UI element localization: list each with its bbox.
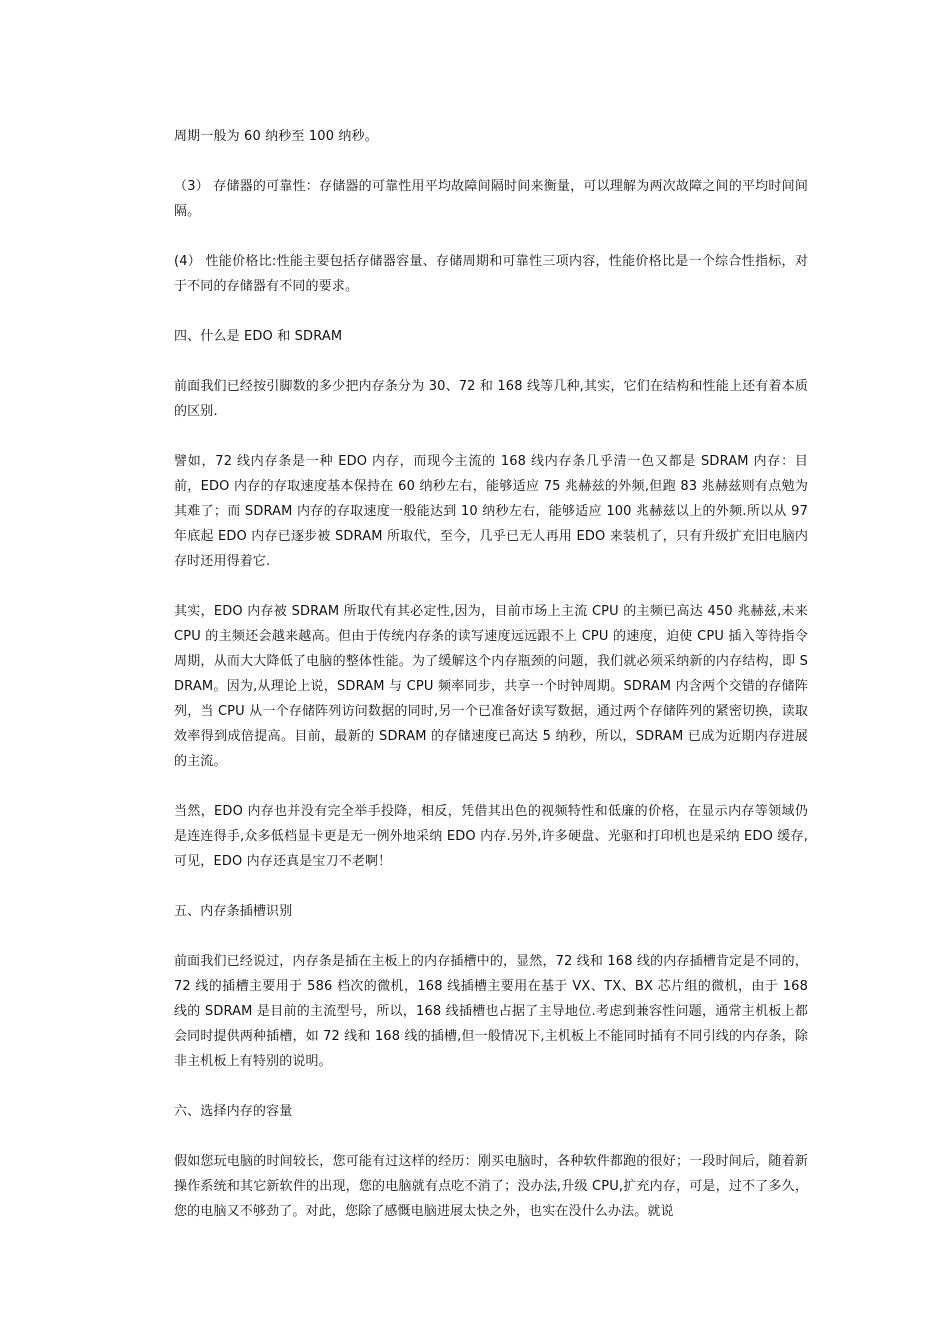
paragraph-memory-slots: 前面我们已经说过，内存条是插在主板上的内存插槽中的，显然，72 线和 168 线的内存插槽肯定是不同的，72 线的插槽主要用于 586 档次的微机，168 线插槽主要用在基于 VX、TX、BX 芯片组的微机，由于 168 线的 SDRAM 是目前的主流型号，所以，168 线插槽也占据了主导地位.考虑到兼容性问题，通常主机板上都会同时提供两种插槽，如 72 线和 168 线的插槽,但一般情况下,主机板上不能同时插有不同引线的内存条，除非主机板上有特别的说明。 (174, 954, 808, 1069)
section-heading-slot-identification: 五、内存条插槽识别 (174, 904, 293, 919)
paragraph-price-performance: (4） 性能价格比:性能主要包括存储器容量、存储周期和可靠性三项内容，性能价格比是一个综合性指标，对于不同的存储器有不同的要求。 (174, 254, 808, 294)
paragraph-edo-vs-sdram: 譬如，72 线内存条是一种 EDO 内存，而现今主流的 168 线内存条几乎清一色又都是 SDRAM 内存：目前，EDO 内存的存取速度基本保持在 60 纳秒左右，能够适应 75 兆赫兹的外频,但跑 83 兆赫兹则有点勉为其难了；而 SDRAM 内存的存取速度一般能达到 10 纳秒左右，能够适应 100 兆赫兹以上的外频.所以从 97 年底起 EDO 内存已逐步被 SDRAM 所取代，至今，几乎已无人再用 EDO 来装机了，只有升级扩充旧电脑内存时还用得着它. (174, 454, 808, 569)
section-heading-memory-capacity: 六、选择内存的容量 (174, 1104, 293, 1119)
paragraph-capacity-experience: 假如您玩电脑的时间较长，您可能有过这样的经历：刚买电脑时，各种软件都跑的很好；一段时间后，随着新操作系统和其它新软件的出现，您的电脑就有点吃不消了；没办法,升级 CPU,扩充内存，可是，过不了多久，您的电脑又不够劲了。对此，您除了感慨电脑进展太快之外，也实在没什么办法。就说 (174, 1154, 808, 1219)
paragraph-pin-count: 前面我们已经按引脚数的多少把内存条分为 30、72 和 168 线等几种,其实，它们在结构和性能上还有着本质的区别. (174, 379, 808, 419)
paragraph-sdram-necessity: 其实，EDO 内存被 SDRAM 所取代有其必定性,因为，目前市场上主流 CPU 的主频已高达 450 兆赫兹,未来 CPU 的主频还会越来越高。但由于传统内存条的读写速度远远跟不上 CPU 的速度，迫使 CPU 插入等待指令周期，从而大大降低了电脑的整体性能。为了缓解这个内存瓶颈的问题，我们就必须采纳新的内存结构，即 SDRAM。因为,从理论上说，SDRAM 与 CPU 频率同步，共享一个时钟周期。SDRAM 内含两个交错的存储阵列，当 CPU 从一个存储阵列访问数据的同时,另一个已准备好读写数据，通过两个存储阵列的紧密切换，读取效率得到成倍提高。目前，最新的 SDRAM 的存储速度已高达 5 纳秒，所以，SDRAM 已成为近期内存进展的主流。 (174, 604, 808, 769)
paragraph-cycle-time: 周期一般为 60 纳秒至 100 纳秒。 (174, 129, 378, 144)
paragraph-reliability: （3） 存储器的可靠性：存储器的可靠性用平均故障间隔时间来衡量，可以理解为两次故障之间的平均时间间隔。 (174, 179, 808, 219)
paragraph-edo-still-used: 当然，EDO 内存也并没有完全举手投降，相反，凭借其出色的视频特性和低廉的价格，在显示内存等领域仍是连连得手,众多低档显卡更是无一例外地采纳 EDO 内存.另外,许多硬盘、光驱和打印机也是采纳 EDO 缓存,可见，EDO 内存还真是宝刀不老啊！ (174, 804, 808, 869)
document-body (174, 124, 808, 1249)
section-heading-edo-sdram: 四、什么是 EDO 和 SDRAM (174, 329, 343, 344)
